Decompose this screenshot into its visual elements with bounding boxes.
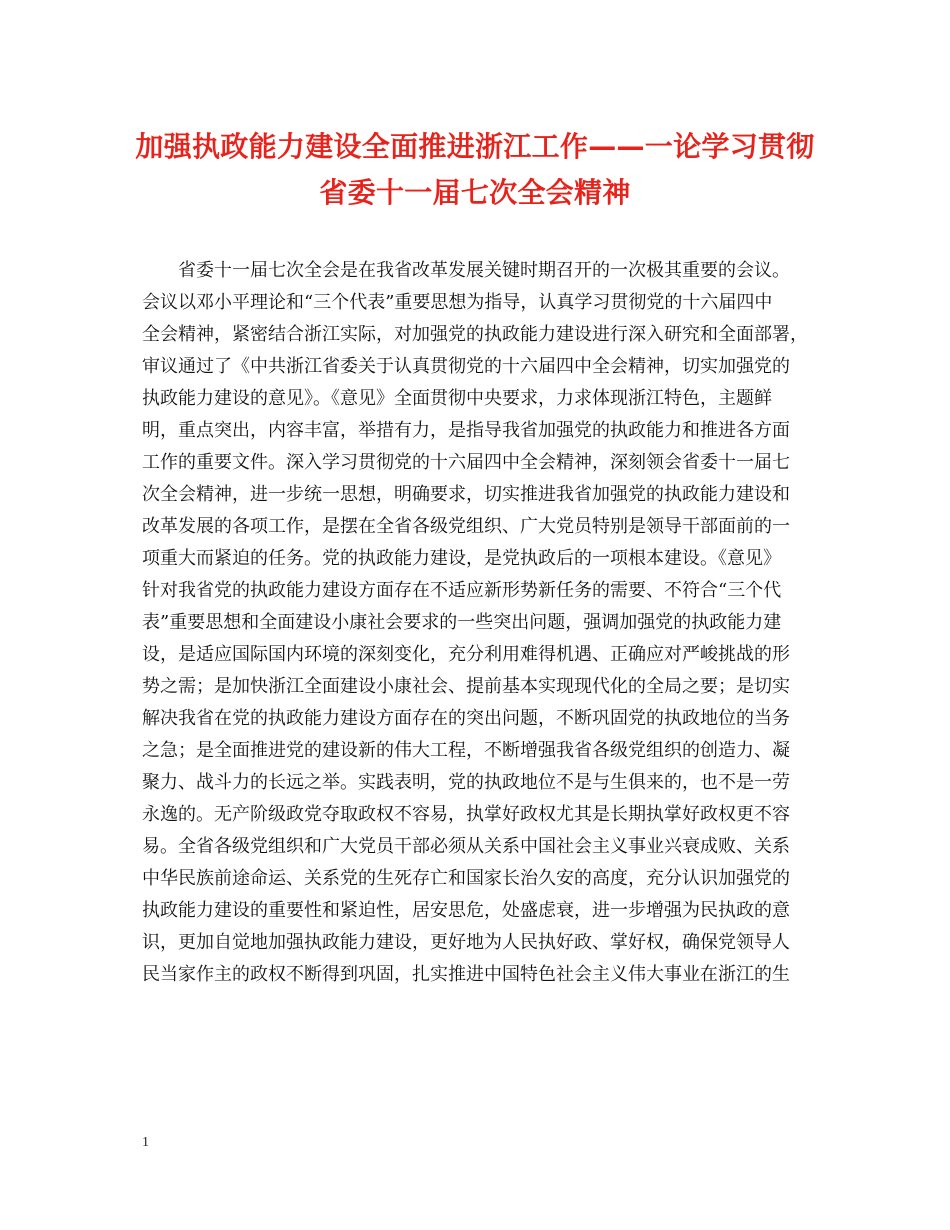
paragraph-line: 势之需；是加快浙江全面建设小康社会、提前基本实现现代化的全局之要；是切实	[142, 676, 790, 697]
paragraph-line: 设，是适应国际国内环境的深刻变化，充分利用难得机遇、正确应对严峻挑战的形	[142, 644, 790, 665]
document-title	[130, 124, 820, 216]
paragraph-line: 审议通过了《中共浙江省委关于认真贯彻党的十六届四中全会精神，切实加强党的	[142, 356, 790, 377]
body-paragraph	[142, 255, 812, 991]
paragraph-line: 改革发展的各项工作，是摆在全省各级党组织、广大党员特别是领导干部面前的一	[142, 516, 790, 537]
paragraph-line: 易。全省各级党组织和广大党员干部必须从关系中国社会主义事业兴衰成败、关系	[142, 836, 790, 857]
paragraph-line: 民当家作主的政权不断得到巩固，扎实推进中国特色社会主义伟大事业在浙江的生	[142, 964, 790, 985]
paragraph-line: 次全会精神，进一步统一思想，明确要求，切实推进我省加强党的执政能力建设和	[142, 484, 790, 505]
paragraph-line: 执政能力建设的意见》。《意见》全面贯彻中央要求，力求体现浙江特色，主题鲜	[142, 388, 772, 409]
paragraph-line: 聚力、战斗力的长远之举。实践表明，党的执政地位不是与生俱来的，也不是一劳	[142, 772, 790, 793]
paragraph-line: 针对我省党的执政能力建设方面存在不适应新形势新任务的需要、不符合“三个代	[142, 580, 782, 601]
paragraph-line: 执政能力建设的重要性和紧迫性，居安思危，处盛虑衰，进一步增强为民执政的意	[142, 900, 790, 921]
paragraph-line: 中华民族前途命运、关系党的生死存亡和国家长治久安的高度，充分认识加强党的	[142, 868, 790, 889]
paragraph-line: 永逸的。无产阶级政党夺取政权不容易，执掌好政权尤其是长期执掌好政权更不容	[142, 804, 790, 825]
paragraph-line: 明，重点突出，内容丰富，举措有力，是指导我省加强党的执政能力和推进各方面	[142, 420, 790, 441]
paragraph-line: 全会精神，紧密结合浙江实际，对加强党的执政能力建设进行深入研究和全面部署，	[142, 324, 808, 345]
paragraph-line: 解决我省在党的执政能力建设方面存在的突出问题，不断巩固党的执政地位的当务	[142, 708, 790, 729]
paragraph-line: 之急；是全面推进党的建设新的伟大工程，不断增强我省各级党组织的创造力、凝	[142, 740, 790, 761]
paragraph-line: 表”重要思想和全面建设小康社会要求的一些突出问题，强调加强党的执政能力建	[142, 612, 782, 633]
paragraph-line: 会议以邓小平理论和“三个代表”重要思想为指导，认真学习贯彻党的十六届四中	[142, 292, 773, 313]
title-line-1: 加强执政能力建设全面推进浙江工作——一论学习贯彻	[135, 130, 815, 163]
paragraph-line: 省委十一届七次全会是在我省改革发展关键时期召开的一次极其重要的会议。	[142, 260, 790, 281]
paragraph-line: 项重大而紧迫的任务。党的执政能力建设，是党执政后的一项根本建设。《意见》	[142, 548, 781, 569]
paragraph-line: 识，更加自觉地加强执政能力建设，更好地为人民执好政、掌好权，确保党领导人	[142, 932, 790, 953]
title-line-2: 省委十一届七次全会精神	[319, 176, 631, 209]
paragraph-line: 工作的重要文件。深入学习贯彻党的十六届四中全会精神，深刻领会省委十一届七	[142, 452, 790, 473]
page-number: 1	[142, 1135, 149, 1150]
